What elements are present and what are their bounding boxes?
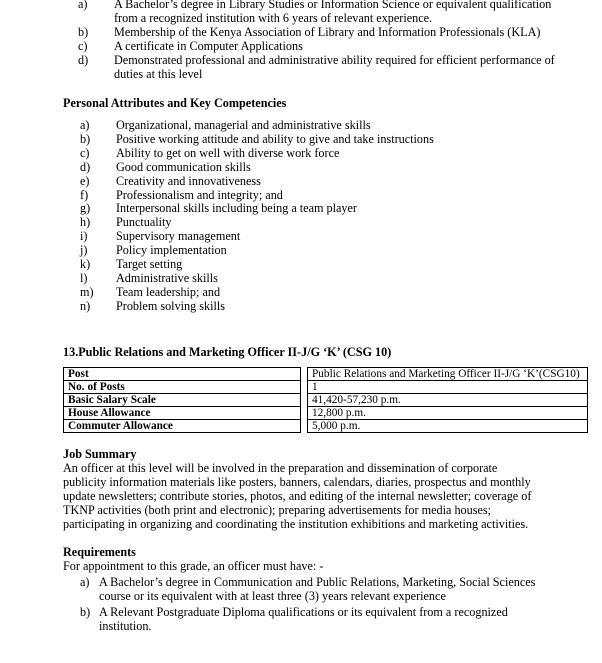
list-item-text: Target setting xyxy=(116,257,183,272)
list-item-text: A Relevant Postgraduate Diploma qualifications or its equivalent from a recognized institution. xyxy=(99,604,508,633)
list-item-label: e ) xyxy=(80,175,110,189)
section-heading: 13.Public Relations and Marketing Officer II-J/G ‘K’ (CSG 10) xyxy=(63,345,392,359)
list-item-text: Demonstrated professional and administrative ability required for efficient performance of duties at this level xyxy=(114,52,555,81)
list-item-text: Supervisory management xyxy=(116,229,241,244)
list-item-label: h ) xyxy=(80,216,110,230)
table-value xyxy=(308,394,588,407)
list-item xyxy=(78,54,578,82)
list-item xyxy=(80,133,560,147)
attributes-list xyxy=(80,119,560,314)
table-key: Post xyxy=(64,368,301,381)
table-row xyxy=(64,381,588,394)
list-item-text: A certificate in Computer Applications xyxy=(114,38,303,53)
list-item-text: Membership of the Kenya Association of Library and Information Professionals (KLA) xyxy=(114,24,541,39)
table-value-text: 12,800 p.m. xyxy=(312,407,366,419)
list-item-label: c ) xyxy=(78,40,108,54)
list-item xyxy=(80,244,560,258)
list-item-label: d ) xyxy=(80,161,110,175)
list-item-label: b ) xyxy=(78,26,108,40)
table-value xyxy=(308,368,588,381)
list-item xyxy=(78,40,578,54)
list-item xyxy=(78,26,578,40)
list-item-text: Punctuality xyxy=(116,215,172,230)
table-value xyxy=(308,381,588,394)
list-item xyxy=(80,286,560,300)
list-item-label: n ) xyxy=(80,300,110,314)
table-value xyxy=(308,407,588,420)
list-item-text: Interpersonal skills including being a team player xyxy=(116,201,357,216)
list-item-label: g ) xyxy=(80,202,110,216)
list-item xyxy=(80,258,560,272)
list-item xyxy=(80,202,560,216)
table-row xyxy=(64,407,588,420)
table-value-text: 5,000 p.m. xyxy=(312,420,361,432)
list-item-label: c ) xyxy=(80,147,110,161)
table-key: No. of Posts xyxy=(64,381,301,394)
list-item xyxy=(80,161,560,175)
list-item-text: A Bachelor’s degree in Library Studies or Information Science or equivalent qualification from a recognized institution with 6 years of relevant experience. xyxy=(114,0,552,25)
table-row xyxy=(64,420,588,433)
job-summary-heading: Job Summary xyxy=(63,447,137,461)
table-key: Commuter Allowance xyxy=(64,420,301,433)
list-item-label: j ) xyxy=(80,244,110,258)
requirements-intro: For appointment to this grade, an officer must have: - xyxy=(63,559,324,573)
list-item-label: l ) xyxy=(80,272,110,286)
list-item-text: Policy implementation xyxy=(116,243,227,258)
list-item xyxy=(80,606,540,634)
table-value xyxy=(308,420,588,433)
table-row xyxy=(64,394,588,407)
list-item-text: Creativity and innovativeness xyxy=(116,173,261,188)
list-item-label: b ) xyxy=(80,133,110,147)
requirements-heading: Requirements xyxy=(63,545,136,559)
list-item-text: Positive working attitude and ability to give and take instructions xyxy=(116,131,434,146)
list-item-label: b ) xyxy=(80,606,96,620)
list-item-label: d ) xyxy=(78,54,108,68)
list-item-label: k ) xyxy=(80,258,110,272)
list-item-text: Administrative skills xyxy=(116,270,218,285)
list-item xyxy=(80,189,560,203)
qualifications-list xyxy=(78,0,578,81)
attributes-heading: Personal Attributes and Key Competencies xyxy=(63,96,287,110)
list-item-text: Team leadership; and xyxy=(116,284,221,299)
list-item-text: Organizational, managerial and administrative skills xyxy=(116,118,371,132)
list-item xyxy=(80,576,540,604)
list-item xyxy=(80,175,560,189)
list-item xyxy=(80,216,560,230)
list-item xyxy=(80,119,560,133)
list-item-label: a ) xyxy=(80,576,96,590)
table-key: House Allowance xyxy=(64,407,301,420)
table-value-text: 1 xyxy=(312,381,318,393)
list-item-label: a ) xyxy=(78,0,108,12)
list-item xyxy=(78,0,578,26)
list-item xyxy=(80,300,560,314)
list-item xyxy=(80,147,560,161)
list-item-label: m ) xyxy=(80,286,110,300)
list-item-label: f ) xyxy=(80,189,110,203)
list-item-text: Professionalism and integrity; and xyxy=(116,187,283,202)
table-row xyxy=(64,368,588,381)
table-value-text: 41,420-57,230 p.m. xyxy=(312,394,401,406)
list-item xyxy=(80,272,560,286)
list-item-label: a ) xyxy=(80,119,110,133)
requirements-list xyxy=(80,576,540,636)
list-item xyxy=(80,230,560,244)
job-summary-text: An officer at this level will be involved in the preparation and dissemination of corporate publicity information materials like posters, banners, calendars, diaries, prospectus and monthly update newsletters; contribute stories, photos, and editing of the internal newsletter; coverage of TKNP activities (both print and electronic); preparing advertisements for media houses; participating in organizing and coordinating the institution exhibitions and marketing activities. xyxy=(63,461,532,531)
list-item-text: Good communication skills xyxy=(116,159,251,174)
table-value-text: Public Relations and Marketing Officer II-J/G ‘K’(CSG10) xyxy=(312,368,580,380)
list-item-text: Problem solving skills xyxy=(116,298,226,313)
list-item-label: i ) xyxy=(80,230,110,244)
table-key: Basic Salary Scale xyxy=(64,394,301,407)
list-item-text: Ability to get on well with diverse work force xyxy=(116,145,340,160)
salary-table xyxy=(63,367,588,433)
list-item-text: A Bachelor’s degree in Communication and Public Relations, Marketing, Social Sciences course or its equivalent with at least three (3) years relevant experience xyxy=(99,575,536,603)
